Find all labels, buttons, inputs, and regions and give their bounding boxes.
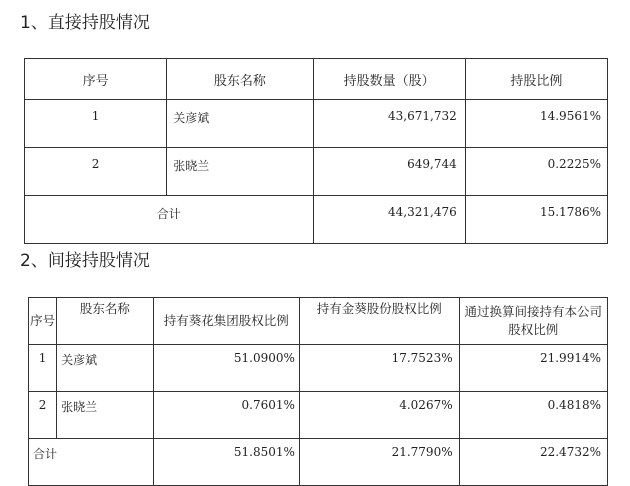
total-label: 合计 xyxy=(29,439,154,486)
cell-jinkui: 17.7523% xyxy=(299,345,459,392)
direct-holdings-table xyxy=(24,58,608,244)
cell-indirect: 21.9914% xyxy=(459,345,607,392)
table-row xyxy=(25,100,608,148)
total-indirect: 22.4732% xyxy=(459,439,607,486)
header-no: 序号 xyxy=(29,298,57,345)
total-jinkui: 21.7790% xyxy=(299,439,459,486)
header-name: 股东名称 xyxy=(57,298,153,345)
table-header-row xyxy=(29,298,608,345)
cell-kuihua: 51.0900% xyxy=(153,345,299,392)
header-ratio: 持股比例 xyxy=(465,59,607,100)
cell-ratio: 0.2225% xyxy=(465,148,607,196)
total-kuihua: 51.8501% xyxy=(153,439,299,486)
cell-no: 2 xyxy=(29,392,57,439)
table-row xyxy=(25,148,608,196)
table-row xyxy=(29,345,608,392)
cell-indirect: 0.4818% xyxy=(459,392,607,439)
indirect-holdings-table xyxy=(28,297,608,486)
cell-name: 张晓兰 xyxy=(57,392,153,439)
header-name: 股东名称 xyxy=(167,59,313,100)
header-indirect: 通过换算间接持有本公司股权比例 xyxy=(459,298,607,345)
cell-kuihua: 0.7601% xyxy=(153,392,299,439)
cell-jinkui: 4.0267% xyxy=(299,392,459,439)
cell-shares: 649,744 xyxy=(313,148,465,196)
cell-name: 张晓兰 xyxy=(167,148,313,196)
cell-no: 2 xyxy=(25,148,167,196)
section1-title: 1、直接持股情况 xyxy=(20,13,150,33)
total-label: 合计 xyxy=(25,196,314,244)
total-row xyxy=(25,196,608,244)
cell-name: 关彦斌 xyxy=(167,100,313,148)
cell-no: 1 xyxy=(25,100,167,148)
cell-name: 关彦斌 xyxy=(57,345,153,392)
table-header-row xyxy=(25,59,608,100)
cell-ratio: 14.9561% xyxy=(465,100,607,148)
header-jinkui: 持有金葵股份股权比例 xyxy=(299,298,459,345)
table-row xyxy=(29,392,608,439)
section2-title: 2、间接持股情况 xyxy=(20,251,150,271)
total-ratio: 15.1786% xyxy=(465,196,607,244)
header-kuihua: 持有葵花集团股权比例 xyxy=(153,298,299,345)
cell-no: 1 xyxy=(29,345,57,392)
header-no: 序号 xyxy=(25,59,167,100)
header-shares: 持股数量（股） xyxy=(313,59,465,100)
total-shares: 44,321,476 xyxy=(313,196,465,244)
total-row xyxy=(29,439,608,486)
cell-shares: 43,671,732 xyxy=(313,100,465,148)
